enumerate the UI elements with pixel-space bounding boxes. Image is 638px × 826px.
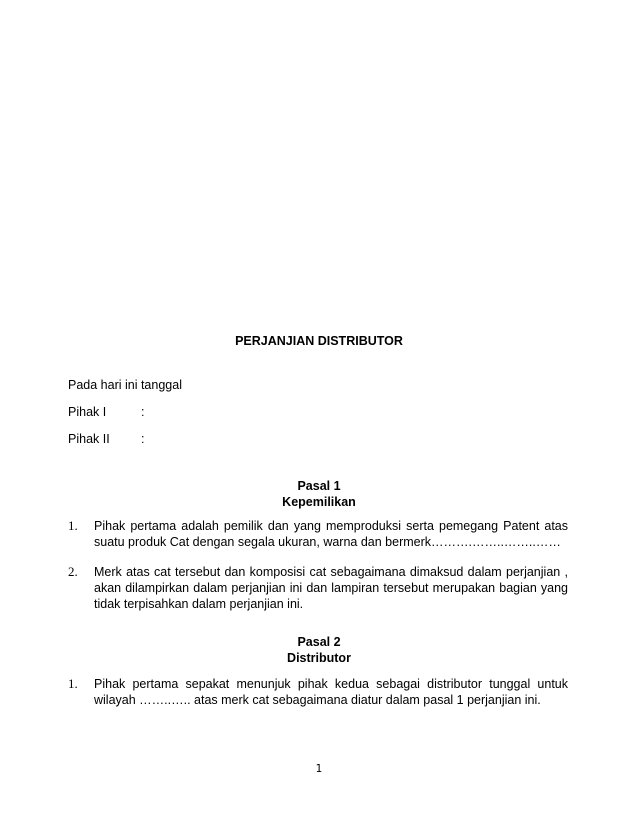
clause-text: Pihak pertama adalah pemilik dan yang memproduksi serta pemegang Patent atas suatu produk Cat dengan segala ukuran, warna dan bermerk……….……..……..…… [94, 519, 568, 549]
clause-number: 2. [68, 564, 78, 579]
clause-text: Merk atas cat tersebut dan komposisi cat sebagaimana dimaksud dalam perjanjian , akan dilampirkan dalam perjanjian ini dan lampiran tersebut merupakan bagian yang tidak terpisahkan dalam perjanjian ini. [94, 565, 568, 611]
clause-text: Pihak pertama sepakat menunjuk pihak kedua sebagai distributor tunggal untuk wilayah ……..….. atas merk cat sebagaimana diatur dalam pasal 1 perjanjian ini. [94, 677, 568, 707]
document-title: PERJANJIAN DISTRIBUTOR [235, 334, 403, 348]
party-separator: : [141, 432, 145, 446]
pasal-1-clause-2 [68, 564, 568, 612]
pasal-2-heading [0, 634, 638, 666]
pasal-1-heading [0, 478, 638, 510]
intro-line: Pada hari ini tanggal [68, 378, 182, 392]
pasal-2-clause-1 [68, 676, 568, 708]
pasal-1-clause-1 [68, 518, 568, 550]
pasal-title: Pasal 2 [297, 635, 341, 649]
pasal-subtitle: Distributor [287, 651, 351, 665]
clause-number: 1. [68, 518, 78, 533]
pasal-subtitle: Kepemilikan [282, 495, 356, 509]
party-label: Pihak I [68, 405, 107, 419]
clause-number: 1. [68, 676, 78, 691]
party-separator: : [141, 405, 145, 419]
party-label: Pihak II [68, 432, 110, 446]
page-number: 1 [315, 763, 323, 775]
pasal-title: Pasal 1 [297, 479, 341, 493]
